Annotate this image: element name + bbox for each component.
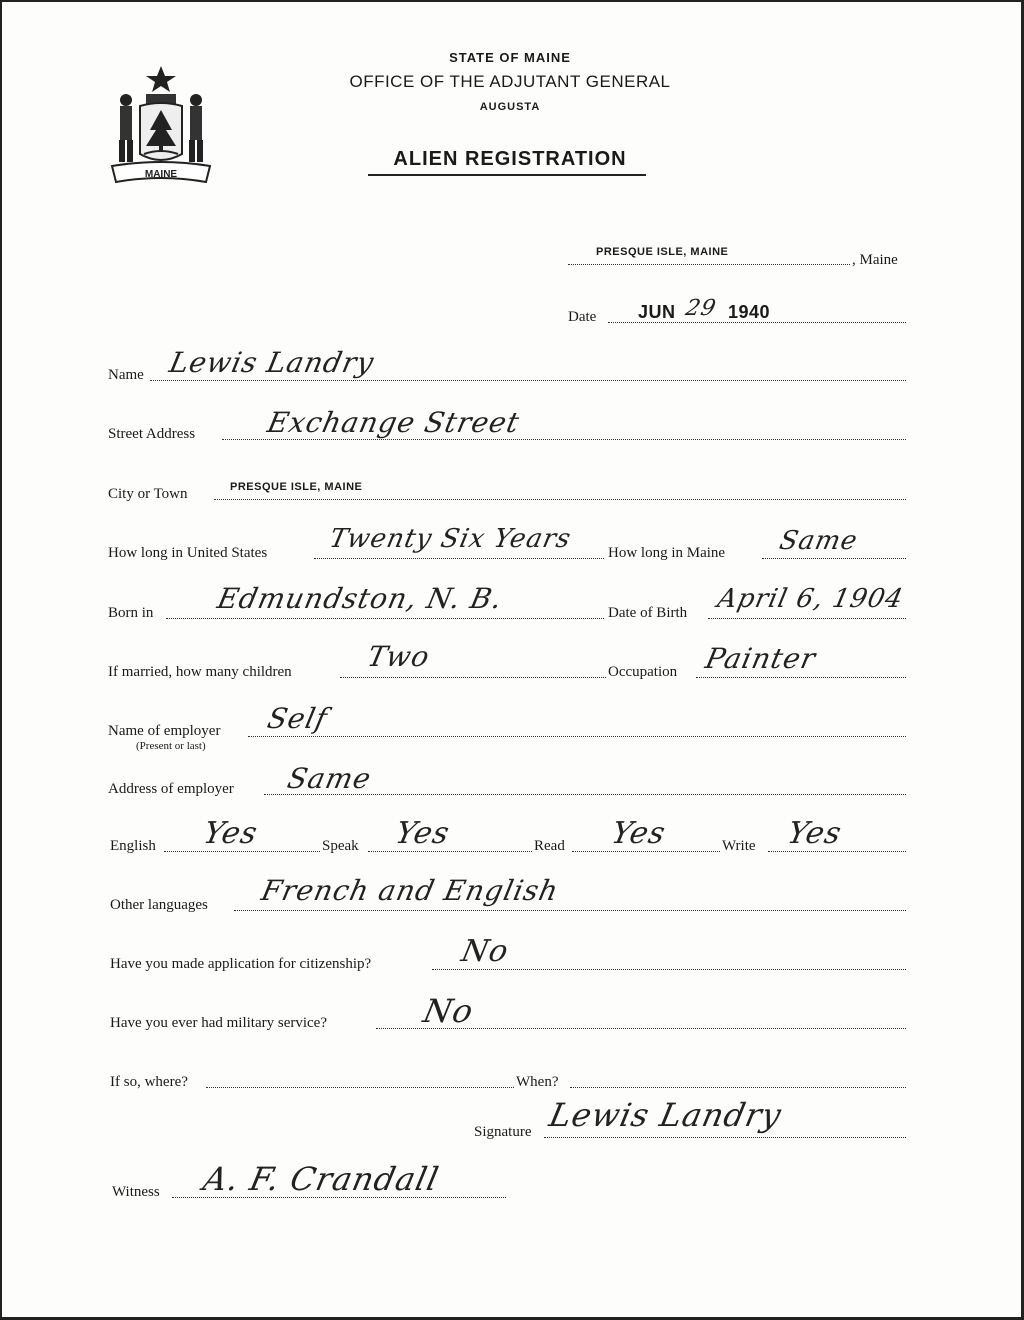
other-languages-dots: [234, 910, 906, 911]
citizenship-value: No: [458, 934, 513, 969]
maine-years-value: Same: [776, 526, 861, 556]
us-years-label: How long in United States: [108, 545, 268, 561]
us-years-value: Twenty Six Years: [326, 524, 575, 554]
birth-date-dots: [708, 618, 906, 619]
page-border-left: [0, 0, 2, 1320]
other-languages-value: French and English: [258, 874, 562, 907]
speak-value: Yes: [392, 816, 454, 851]
signature-label: Signature: [474, 1124, 532, 1140]
header-office: OFFICE OF THE ADJUTANT GENERAL: [349, 72, 671, 91]
street-label: Street Address: [108, 426, 196, 442]
write-label: Write: [722, 838, 756, 854]
employer-label: Name of employer: [108, 723, 221, 739]
english-value: Yes: [200, 816, 262, 851]
date-month: JUN: [638, 302, 676, 322]
speak-label: Speak: [322, 838, 359, 854]
military-value: No: [419, 992, 478, 1030]
employer-value: Self: [264, 702, 331, 735]
date-day: 29: [683, 296, 719, 321]
maine-years-dots: [762, 558, 906, 559]
street-dots: [222, 439, 906, 440]
date-label: Date: [568, 309, 597, 325]
occupation-label: Occupation: [608, 664, 678, 680]
employer-address-label: Address of employer: [108, 781, 234, 797]
city-stamp: PRESQUE ISLE, MAINE: [230, 481, 363, 493]
signature-value: Lewis Landry: [545, 1096, 786, 1134]
read-label: Read: [534, 838, 565, 854]
seal-banner-text: MAINE: [144, 169, 178, 180]
born-in-dots: [166, 618, 604, 619]
read-value: Yes: [608, 816, 670, 851]
born-in-value: Edmundston, N. B.: [214, 582, 506, 615]
signature-dots: [544, 1137, 906, 1138]
other-languages-label: Other languages: [110, 897, 208, 913]
witness-value: A. F. Crandall: [199, 1160, 443, 1198]
page-border-top: [0, 0, 1024, 2]
place-stamp: PRESQUE ISLE, MAINE: [596, 246, 729, 258]
header-state: STATE OF MAINE: [449, 50, 571, 65]
title-underline: [368, 174, 646, 176]
header-city: AUGUSTA: [479, 101, 541, 113]
read-dots: [572, 851, 720, 852]
occupation-dots: [696, 677, 906, 678]
birth-date-label: Date of Birth: [608, 605, 688, 621]
citizenship-dots: [432, 969, 906, 970]
english-label: English: [110, 838, 156, 854]
children-value: Two: [364, 640, 434, 673]
us-years-dots: [314, 558, 604, 559]
birth-date-value: April 6, 1904: [714, 584, 907, 614]
english-dots: [164, 851, 320, 852]
occupation-value: Painter: [702, 642, 819, 675]
write-value: Yes: [784, 816, 846, 851]
employer-dots: [248, 736, 906, 737]
citizenship-label: Have you made application for citizenship?: [110, 956, 372, 972]
city-label: City or Town: [108, 486, 188, 502]
children-label: If married, how many children: [108, 664, 292, 680]
when-label: When?: [516, 1074, 559, 1090]
name-label: Name: [108, 367, 144, 383]
where-dots: [206, 1087, 514, 1088]
employer-address-value: Same: [284, 762, 375, 795]
witness-label: Witness: [112, 1184, 160, 1200]
place-dots: [568, 264, 850, 265]
street-value: Exchange Street: [264, 406, 523, 439]
place-suffix: , Maine: [852, 252, 898, 268]
when-dots: [570, 1087, 906, 1088]
maine-years-label: How long in Maine: [608, 545, 726, 561]
children-dots: [340, 677, 606, 678]
name-dots: [150, 380, 906, 381]
military-label: Have you ever had military service?: [110, 1015, 327, 1031]
date-year: 1940: [728, 302, 771, 322]
write-dots: [768, 851, 906, 852]
city-dots: [214, 499, 906, 500]
employer-sublabel: (Present or last): [136, 740, 206, 752]
born-in-label: Born in: [108, 605, 154, 621]
where-label: If so, where?: [110, 1074, 188, 1090]
speak-dots: [368, 851, 532, 852]
name-value: Lewis Landry: [166, 346, 378, 379]
form-title: ALIEN REGISTRATION: [393, 148, 627, 170]
maine-state-seal-icon: [106, 62, 216, 190]
